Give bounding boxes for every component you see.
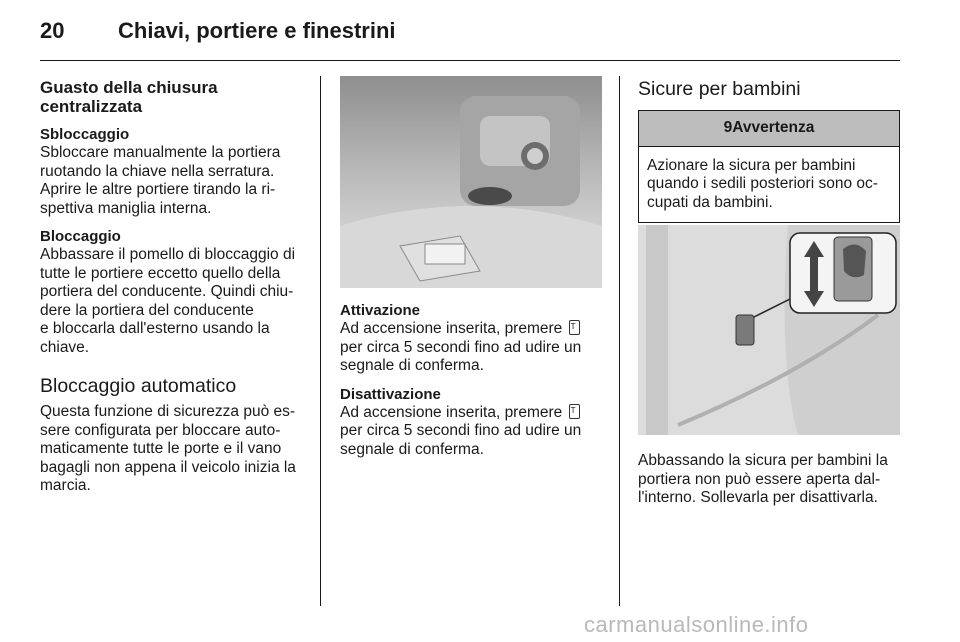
section-title-line2: centralizzata xyxy=(40,97,143,116)
lock-button-icon xyxy=(569,320,580,335)
page-title: Chiavi, portiere e finestrini xyxy=(118,18,396,43)
header-rule xyxy=(40,60,900,61)
child-lock-text: Abbassando la sicura per bambini la portiera non può essere aperta dall'interno. Sollevarla per disattivarla. xyxy=(638,452,888,506)
section-title-central-locking xyxy=(40,78,308,116)
lock-text-1: Abbassare il pomello di bloccaggio di tutte le portiere eccetto quello della portiera del conducente. Quindi chiudere la portiera del conducente xyxy=(40,246,296,319)
watermark: carmanualsonline.info xyxy=(584,612,809,637)
deactivation-text-b: per circa 5 secondi fino ad udire un segnale di conferma. xyxy=(340,422,582,458)
section-title-child-locks: Sicure per bambini xyxy=(638,78,801,100)
section-title-line1: Guasto della chiusura xyxy=(40,78,218,97)
lock-button-icon xyxy=(569,404,580,419)
warning-title: Avvertenza xyxy=(732,119,815,136)
section-title-auto-lock: Bloccaggio automatico xyxy=(40,375,237,397)
column-divider-left xyxy=(320,76,321,606)
deactivation-text-a: Ad accensione inserita, premere xyxy=(340,403,563,421)
roof-console-illustration xyxy=(340,76,602,288)
right-column xyxy=(638,78,900,237)
warning-text: Azionare la sicura per bambini quando i sedili posteriori sono occupati da bambini. xyxy=(647,156,878,211)
warning-header xyxy=(639,111,899,147)
middle-column xyxy=(340,302,602,469)
activation-heading: Attivazione xyxy=(340,302,421,319)
unlock-text: Sbloccare manualmente la portiera ruotando la chiave nella serratura. Aprire le altre portiere tirando la rispettiva maniglia interna. xyxy=(40,144,281,217)
page-header xyxy=(40,18,900,48)
child-lock-illustration xyxy=(638,225,900,435)
warning-triangle-icon: 9 xyxy=(723,119,733,136)
activation-text-a: Ad accensione inserita, premere xyxy=(340,320,563,337)
unlock-heading: Sbloccaggio xyxy=(40,126,130,143)
page-number: 20 xyxy=(40,18,65,43)
lock-heading: Bloccaggio xyxy=(40,228,121,245)
warning-box xyxy=(638,110,900,223)
roof-console-photo xyxy=(340,76,602,288)
auto-lock-text: Questa funzione di sicurezza può essere configurata per bloccare automaticamente tutte le porte e il vano bagagli non appena il veicolo inizia la marcia. xyxy=(40,403,296,494)
deactivation-heading: Disattivazione xyxy=(340,385,441,403)
lock-text-2: e bloccarla dall'esterno usando la chiave. xyxy=(40,320,270,356)
activation-text-b: per circa 5 secondi fino ad udire un segnale di conferma. xyxy=(340,338,582,374)
column-divider-right xyxy=(619,76,620,606)
right-column-bottom xyxy=(638,452,900,518)
child-lock-photo xyxy=(638,225,900,435)
left-column xyxy=(40,78,308,506)
